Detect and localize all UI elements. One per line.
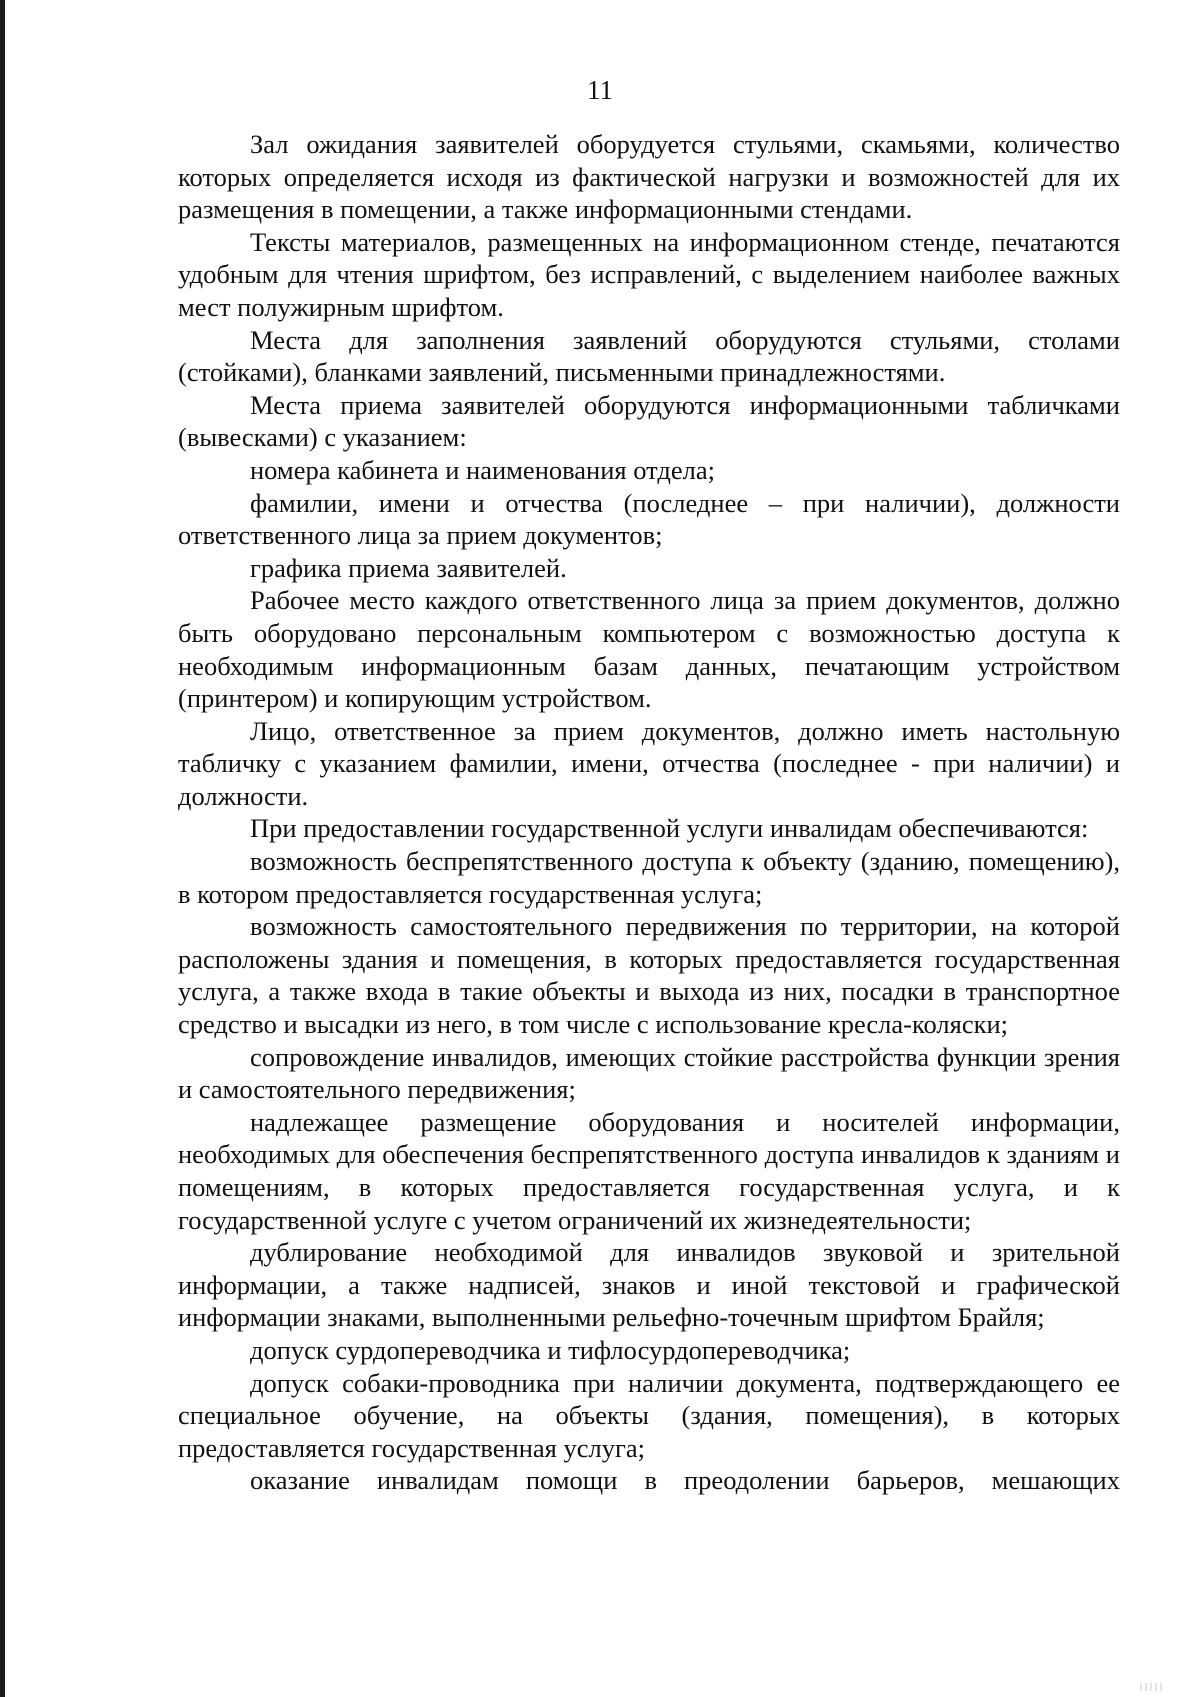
paragraph: Места приема заявителей оборудуются информационными табличками (вывесками) с указанием: — [178, 389, 1120, 453]
paragraph: допуск собаки-проводника при наличии документа, подтверждающего ее специальное обучение, на объекты (здания, помещения), в которых предоставляется государственная услуга; — [178, 1367, 1120, 1463]
paragraph: оказание инвалидам помощи в преодолении барьеров, мешающих — [250, 1465, 1120, 1496]
paragraph: возможность самостоятельного передвижения по территории, на которой расположены здания и помещения, в которых предоставляется государственная услуга, а также входа в такие объекты и выхода из них, посадки в транспортное средство и высадки из него, в том числе с использование кресла-коляски; — [178, 911, 1120, 1040]
paragraph: надлежащее размещение оборудования и носителей информации, необходимых для обеспечения беспрепятственного доступа инвалидов к зданиям и помещениям, в которых предоставляется государственная услуга, и к государственной услуге с учетом ограничений их жизнедеятельности; — [178, 1106, 1120, 1235]
page-number: 11 — [587, 75, 613, 105]
scan-left-edge — [0, 0, 5, 1697]
paragraph: допуск сурдопереводчика и тифлосурдопереводчика; — [250, 1334, 851, 1365]
paragraph: дублирование необходимой для инвалидов звуковой и зрительной информации, а также надписей, знаков и иной текстовой и графической информации знаками, выполненными рельефно-точечным шрифтом Брайля; — [178, 1237, 1120, 1333]
paragraph: Места для заполнения заявлений оборудуются стульями, столами (стойками), бланками заявлений, письменными принадлежностями. — [178, 324, 1120, 388]
paragraph: Рабочее место каждого ответственного лица за прием документов, должно быть оборудовано персональным компьютером с возможностью доступа к необходимым информационным базам данных, печатающим устройством (принтером) и копирующим устройством. — [178, 585, 1120, 714]
scan-artifact — [1140, 1683, 1162, 1691]
paragraph: Тексты материалов, размещенных на информационном стенде, печатаются удобным для чтения шрифтом, без исправлений, с выделением наиболее важных мест полужирным шрифтом. — [178, 226, 1120, 322]
paragraph: фамилии, имени и отчества (последнее – при наличии), должности ответственного лица за прием документов; — [178, 487, 1120, 551]
paragraph: При предоставлении государственной услуги инвалидам обеспечиваются: — [250, 813, 1089, 844]
paragraph: номера кабинета и наименования отдела; — [250, 454, 715, 485]
paragraph: сопровождение инвалидов, имеющих стойкие расстройства функции зрения и самостоятельного передвижения; — [178, 1041, 1120, 1105]
paragraph: Лицо, ответственное за прием документов, должно иметь настольную табличку с указанием фамилии, имени, отчества (последнее - при наличии) и должности. — [178, 715, 1120, 811]
paragraph: возможность беспрепятственного доступа к объекту (зданию, помещению), в котором предоставляется государственная услуга; — [178, 846, 1120, 909]
paragraph: Зал ожидания заявителей оборудуется стульями, скамьями, количество которых определяется исходя из фактической нагрузки и возможностей для их размещения в помещении, а также информационными стендами. — [178, 129, 1120, 225]
paragraph: графика приема заявителей. — [250, 552, 567, 583]
document-body — [178, 128, 1120, 1497]
